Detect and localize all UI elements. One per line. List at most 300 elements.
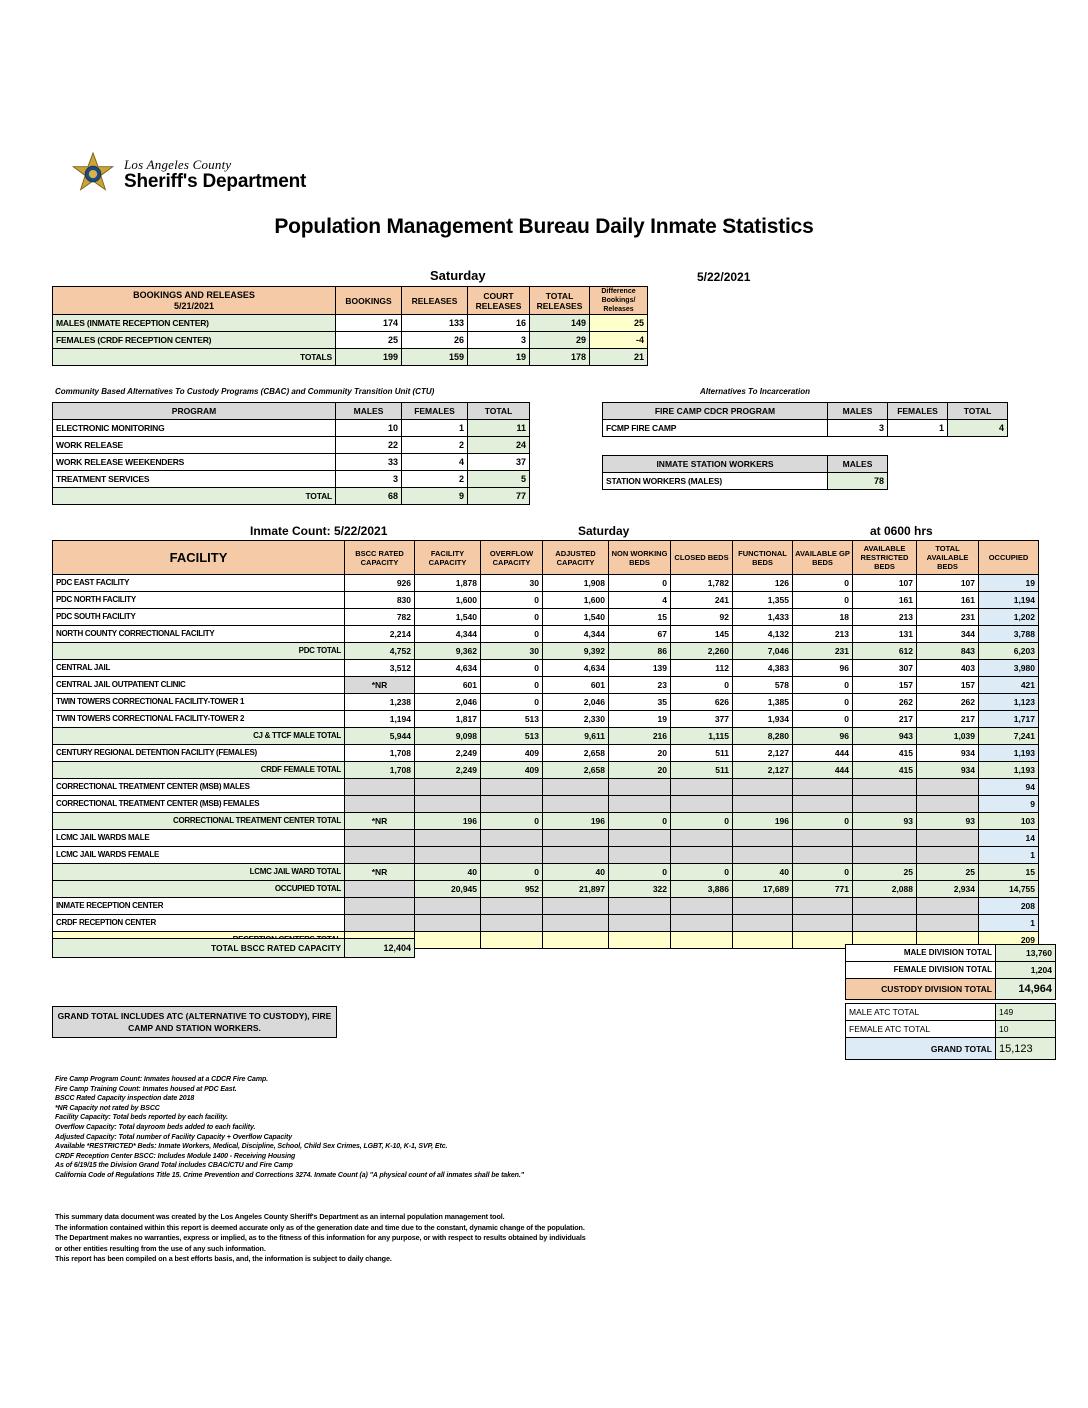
cell: 344 — [917, 626, 979, 643]
cell: 1,540 — [543, 609, 609, 626]
cell — [853, 847, 917, 864]
cell: 107 — [917, 575, 979, 592]
cell — [733, 796, 793, 813]
table-row — [53, 575, 1039, 592]
cell — [481, 915, 543, 932]
cell: 7,241 — [979, 728, 1039, 745]
facility-col-facility-capacity: FACILITY CAPACITY — [415, 541, 481, 575]
inmate-count-day: Saturday — [578, 524, 630, 538]
disclaimer-line: The Department makes no warranties, express or implied, as to the fitness of this information for any purpose, or with respect to results obtained by individuals — [55, 1233, 586, 1242]
cell — [671, 830, 733, 847]
table-row — [53, 915, 1039, 932]
facility-name-cell: CRDF RECEPTION CENTER — [53, 915, 345, 932]
cell: 145 — [671, 626, 733, 643]
facility-name-cell: CENTRAL JAIL — [53, 660, 345, 677]
facility-name-cell: OCCUPIED TOTAL — [53, 881, 345, 898]
cell: 0 — [609, 575, 671, 592]
cell: 7,046 — [733, 643, 793, 660]
cell: WORK RELEASE WEEKENDERS — [53, 454, 336, 471]
female-atc-total-value: 10 — [996, 1021, 1056, 1038]
facility-table-header — [53, 541, 1039, 575]
cell: 0 — [793, 694, 853, 711]
cell: 67 — [609, 626, 671, 643]
cell — [671, 932, 733, 949]
cell: 2,330 — [543, 711, 609, 728]
cell: 1,708 — [345, 762, 415, 779]
cell: 2,088 — [853, 881, 917, 898]
cell — [917, 796, 979, 813]
isw-col-males: MALES — [828, 456, 888, 473]
cell: 771 — [793, 881, 853, 898]
cell: 1,194 — [345, 711, 415, 728]
inmate-count-time: at 0600 hrs — [870, 524, 933, 538]
table-row — [53, 660, 1039, 677]
cbac-caption: Community Based Alternatives To Custody Programs (CBAC) and Community Transition Unit (CTU) — [55, 387, 435, 396]
cell: 24 — [468, 437, 530, 454]
cell: 1 — [979, 915, 1039, 932]
cell: 26 — [402, 332, 468, 349]
agency-logo — [70, 152, 306, 198]
cell: 149 — [530, 315, 590, 332]
cell: 0 — [671, 813, 733, 830]
facility-name-cell: PDC NORTH FACILITY — [53, 592, 345, 609]
cell — [609, 898, 671, 915]
cell — [481, 847, 543, 864]
cell — [415, 932, 481, 949]
facility-name-cell: CORRECTIONAL TREATMENT CENTER (MSB) MALES — [53, 779, 345, 796]
cell: 21 — [590, 349, 648, 366]
cell — [415, 779, 481, 796]
cell: 78 — [828, 473, 888, 490]
cell: 4,634 — [543, 660, 609, 677]
cell: -4 — [590, 332, 648, 349]
cell — [345, 796, 415, 813]
table-row — [53, 864, 1039, 881]
footnote-line: California Code of Regulations Title 15. Crime Prevention and Corrections 3274. Inmate Count (a) "A physical count of all inmates shall be taken." — [55, 1171, 524, 1179]
cell: 2,658 — [543, 762, 609, 779]
facility-name-cell: NORTH COUNTY CORRECTIONAL FACILITY — [53, 626, 345, 643]
cell: 4,344 — [543, 626, 609, 643]
cell: 196 — [415, 813, 481, 830]
cell — [609, 847, 671, 864]
cell: 0 — [481, 677, 543, 694]
firecamp-col-males: MALES — [828, 403, 888, 420]
cell: 0 — [481, 694, 543, 711]
bookings-col-court-releases: COURT RELEASES — [468, 287, 530, 315]
female-atc-total-label: FEMALE ATC TOTAL — [846, 1021, 996, 1038]
cell: 208 — [979, 898, 1039, 915]
cell — [793, 932, 853, 949]
cell — [793, 915, 853, 932]
table-row — [53, 779, 1039, 796]
cell: 30 — [481, 643, 543, 660]
cell: 830 — [345, 592, 415, 609]
cell: 5,944 — [345, 728, 415, 745]
cell: 40 — [543, 864, 609, 881]
cbac-col-program: PROGRAM — [53, 403, 336, 420]
cell: 14,755 — [979, 881, 1039, 898]
facility-col-functional: FUNCTIONAL BEDS — [733, 541, 793, 575]
cell: 2,046 — [543, 694, 609, 711]
facility-col-total-available: TOTAL AVAILABLE BEDS — [917, 541, 979, 575]
cell: 217 — [853, 711, 917, 728]
cell: 9,362 — [415, 643, 481, 660]
cell: 16 — [468, 315, 530, 332]
cell — [917, 830, 979, 847]
custody-division-total-label: CUSTODY DIVISION TOTAL — [846, 979, 996, 1000]
cell: 0 — [793, 711, 853, 728]
cell: 6,203 — [979, 643, 1039, 660]
bookings-day: Saturday — [430, 268, 486, 283]
cell: *NR — [345, 677, 415, 694]
cell: 3 — [828, 420, 888, 437]
table-row — [846, 945, 1056, 962]
cell: 415 — [853, 745, 917, 762]
table-row — [53, 813, 1039, 830]
cell: 20,945 — [415, 881, 481, 898]
cell: 934 — [917, 762, 979, 779]
facility-col-bscc: BSCC RATED CAPACITY — [345, 541, 415, 575]
table-row — [53, 332, 648, 349]
table-row — [53, 437, 530, 454]
cell: 511 — [671, 762, 733, 779]
cell: 4,132 — [733, 626, 793, 643]
firecamp-col-total: TOTAL — [948, 403, 1008, 420]
disclaimer-line: This report has been compiled on a best efforts basis, and, the information is subject to daily change. — [55, 1254, 392, 1263]
table-row — [53, 592, 1039, 609]
cell: ELECTRONIC MONITORING — [53, 420, 336, 437]
cell: 1,433 — [733, 609, 793, 626]
cell: 9 — [979, 796, 1039, 813]
bookings-title: BOOKINGS AND RELEASES 5/21/2021 — [53, 287, 336, 315]
cell — [345, 881, 415, 898]
cell: 10 — [336, 420, 402, 437]
cell: 1,193 — [979, 762, 1039, 779]
table-row — [53, 711, 1039, 728]
cell: 1,355 — [733, 592, 793, 609]
cell: 1,878 — [415, 575, 481, 592]
male-division-total-value: 13,760 — [996, 945, 1056, 962]
table-row — [53, 471, 530, 488]
cell: 262 — [917, 694, 979, 711]
facility-name-cell: INMATE RECEPTION CENTER — [53, 898, 345, 915]
bookings-col-difference: Difference Bookings/ Releases — [590, 287, 648, 315]
cell: 0 — [481, 592, 543, 609]
facility-name-cell: CENTURY REGIONAL DETENTION FACILITY (FEMALES) — [53, 745, 345, 762]
female-division-total-value: 1,204 — [996, 962, 1056, 979]
cell: 25 — [336, 332, 402, 349]
cell: 231 — [917, 609, 979, 626]
cell: *NR — [345, 864, 415, 881]
cell — [543, 915, 609, 932]
cell: 578 — [733, 677, 793, 694]
cell — [345, 779, 415, 796]
cell: 2,127 — [733, 745, 793, 762]
cell: 3,980 — [979, 660, 1039, 677]
cell — [543, 847, 609, 864]
facility-name-cell: CORRECTIONAL TREATMENT CENTER (MSB) FEMALES — [53, 796, 345, 813]
bookings-col-total-releases: TOTAL RELEASES — [530, 287, 590, 315]
cell: 421 — [979, 677, 1039, 694]
cell: 93 — [853, 813, 917, 830]
cell: 2,214 — [345, 626, 415, 643]
division-totals-table — [845, 944, 1056, 1000]
facility-col-available-gp: AVAILABLE GP BEDS — [793, 541, 853, 575]
facility-col-adjusted: ADJUSTED CAPACITY — [543, 541, 609, 575]
male-atc-total-label: MALE ATC TOTAL — [846, 1004, 996, 1021]
cell — [733, 898, 793, 915]
cell: 103 — [979, 813, 1039, 830]
cell: 68 — [336, 488, 402, 505]
footnote-line: As of 6/19/15 the Division Grand Total includes CBAC/CTU and Fire Camp — [55, 1162, 293, 1170]
facility-name-cell: LCMC JAIL WARD TOTAL — [53, 864, 345, 881]
alternatives-caption: Alternatives To Incarceration — [700, 387, 810, 396]
cell: 19 — [979, 575, 1039, 592]
cell: 157 — [853, 677, 917, 694]
cell: 2,260 — [671, 643, 733, 660]
cell: 1,202 — [979, 609, 1039, 626]
cell: 601 — [543, 677, 609, 694]
cell: 4,752 — [345, 643, 415, 660]
cell — [543, 932, 609, 949]
station-workers-table — [602, 455, 888, 490]
disclaimer — [55, 1212, 586, 1265]
cell: 513 — [481, 711, 543, 728]
footnote-line: Fire Camp Training Count: Inmates housed at PDC East. — [55, 1085, 237, 1093]
cell: 3 — [468, 332, 530, 349]
cell: 92 — [671, 609, 733, 626]
cell: 3,886 — [671, 881, 733, 898]
cell: 40 — [733, 864, 793, 881]
cell: 1,600 — [415, 592, 481, 609]
cell: 196 — [543, 813, 609, 830]
footnote-line: Overflow Capacity: Total dayroom beds added to each facility. — [55, 1123, 256, 1131]
cell: 96 — [793, 660, 853, 677]
cell: 216 — [609, 728, 671, 745]
page-title: Population Management Bureau Daily Inmate Statistics — [274, 215, 814, 238]
table-row — [53, 796, 1039, 813]
sheriff-star-icon — [70, 152, 116, 198]
cell — [345, 915, 415, 932]
table-row — [53, 315, 648, 332]
cell — [917, 847, 979, 864]
table-row — [53, 420, 530, 437]
cell — [793, 779, 853, 796]
footnote-line: BSCC Rated Capacity inspection date 2018 — [55, 1095, 195, 1103]
bookings-date: 5/22/2021 — [697, 270, 751, 284]
cell — [733, 932, 793, 949]
table-row — [846, 979, 1056, 1000]
agency-name: Sheriff's Department — [124, 170, 307, 192]
cell: 626 — [671, 694, 733, 711]
cell: 77 — [468, 488, 530, 505]
facility-name-cell: PDC SOUTH FACILITY — [53, 609, 345, 626]
cell: 444 — [793, 745, 853, 762]
footnote-line: *NR Capacity not rated by BSCC — [55, 1104, 160, 1112]
cell: 107 — [853, 575, 917, 592]
cell: 322 — [609, 881, 671, 898]
table-row — [53, 626, 1039, 643]
cell: 1,238 — [345, 694, 415, 711]
cell: 126 — [733, 575, 793, 592]
cell: 23 — [609, 677, 671, 694]
cell: 25 — [590, 315, 648, 332]
male-atc-total-value: 149 — [996, 1004, 1056, 1021]
facility-name-cell: CENTRAL JAIL OUTPATIENT CLINIC — [53, 677, 345, 694]
grand-total-value: 15,123 — [996, 1038, 1056, 1060]
cell: 3,788 — [979, 626, 1039, 643]
cell: 444 — [793, 762, 853, 779]
bookings-row-females-label: FEMALES (CRDF RECEPTION CENTER) — [53, 332, 336, 349]
table-row — [53, 830, 1039, 847]
cell: 9,098 — [415, 728, 481, 745]
cell: 231 — [793, 643, 853, 660]
table-row — [846, 962, 1056, 979]
cell: 409 — [481, 762, 543, 779]
cell: 2,046 — [415, 694, 481, 711]
bscc-total-table — [52, 938, 415, 958]
cell: 19 — [609, 711, 671, 728]
footnotes — [55, 1075, 524, 1181]
cell: 213 — [853, 609, 917, 626]
cell — [543, 796, 609, 813]
table-row — [603, 473, 888, 490]
cell: 0 — [793, 575, 853, 592]
cell: 2,934 — [917, 881, 979, 898]
cell: 2,658 — [543, 745, 609, 762]
cell: 1,908 — [543, 575, 609, 592]
disclaimer-line: This summary data document was created by the Los Angeles County Sheriff's Department as an internal population management tool. — [55, 1212, 505, 1221]
cell: 2,249 — [415, 745, 481, 762]
cell: 1,540 — [415, 609, 481, 626]
cell: 174 — [336, 315, 402, 332]
cell — [481, 796, 543, 813]
custody-division-total-value: 14,964 — [996, 979, 1056, 1000]
facility-table — [52, 540, 1039, 949]
cell: 952 — [481, 881, 543, 898]
cell: 20 — [609, 762, 671, 779]
grand-total-label: GRAND TOTAL — [846, 1038, 996, 1060]
cell — [609, 932, 671, 949]
cell: 3,512 — [345, 660, 415, 677]
table-row — [53, 728, 1039, 745]
cell: 4 — [609, 592, 671, 609]
cell: 0 — [481, 660, 543, 677]
cell: 161 — [853, 592, 917, 609]
agency-county: Los Angeles County — [124, 157, 232, 173]
table-row — [846, 1021, 1056, 1038]
cell: 19 — [468, 349, 530, 366]
bookings-row-males-label: MALES (INMATE RECEPTION CENTER) — [53, 315, 336, 332]
cell: 9,392 — [543, 643, 609, 660]
cell: 1,717 — [979, 711, 1039, 728]
cell: 96 — [793, 728, 853, 745]
cell — [609, 796, 671, 813]
cell — [345, 830, 415, 847]
isw-title: INMATE STATION WORKERS — [603, 456, 828, 473]
cell: 4,344 — [415, 626, 481, 643]
cell: 209 — [979, 932, 1039, 949]
cell: 1,039 — [917, 728, 979, 745]
cell: 1,123 — [979, 694, 1039, 711]
cell: 213 — [793, 626, 853, 643]
cell: 9 — [402, 488, 468, 505]
cell — [415, 915, 481, 932]
cell: 37 — [468, 454, 530, 471]
cbac-col-males: MALES — [336, 403, 402, 420]
cell: 0 — [793, 864, 853, 881]
cell — [543, 830, 609, 847]
cell — [481, 898, 543, 915]
cell: 409 — [481, 745, 543, 762]
cell: 3 — [336, 471, 402, 488]
table-row — [846, 1038, 1056, 1060]
cell: STATION WORKERS (MALES) — [603, 473, 828, 490]
firecamp-title: FIRE CAMP CDCR PROGRAM — [603, 403, 828, 420]
cell: 1,782 — [671, 575, 733, 592]
footnote-line: CRDF Reception Center BSCC: Includes Module 1400 - Receiving Housing — [55, 1152, 296, 1160]
bookings-row-totals-label: TOTALS — [53, 349, 336, 366]
cell — [415, 830, 481, 847]
facility-col-nonworking: NON WORKING BEDS — [609, 541, 671, 575]
cell: 35 — [609, 694, 671, 711]
cell: 1,817 — [415, 711, 481, 728]
cell: 199 — [336, 349, 402, 366]
cell — [671, 915, 733, 932]
cell: 40 — [415, 864, 481, 881]
table-row — [53, 745, 1039, 762]
disclaimer-line: or other entities resulting from the use of any such information. — [55, 1243, 266, 1253]
cell: 196 — [733, 813, 793, 830]
cell: 926 — [345, 575, 415, 592]
cell: 0 — [481, 609, 543, 626]
cell: 0 — [793, 813, 853, 830]
cell: 17,689 — [733, 881, 793, 898]
cell — [733, 915, 793, 932]
cell — [733, 779, 793, 796]
cell: 2,249 — [415, 762, 481, 779]
atc-totals-table — [845, 1003, 1056, 1060]
cell: 9,611 — [543, 728, 609, 745]
cell: 0 — [609, 864, 671, 881]
cell — [543, 779, 609, 796]
cell: 8,280 — [733, 728, 793, 745]
cell: 0 — [793, 592, 853, 609]
cell: 415 — [853, 762, 917, 779]
cell: 1,193 — [979, 745, 1039, 762]
cell: 22 — [336, 437, 402, 454]
cell: 843 — [917, 643, 979, 660]
cell: 1,708 — [345, 745, 415, 762]
cell: 1,194 — [979, 592, 1039, 609]
cell: 4,634 — [415, 660, 481, 677]
cell: 139 — [609, 660, 671, 677]
cell: 15 — [979, 864, 1039, 881]
facility-name-cell: PDC EAST FACILITY — [53, 575, 345, 592]
facility-name-cell: TWIN TOWERS CORRECTIONAL FACILITY-TOWER 1 — [53, 694, 345, 711]
cell — [345, 847, 415, 864]
cell: 14 — [979, 830, 1039, 847]
cell — [415, 847, 481, 864]
male-division-total-label: MALE DIVISION TOTAL — [846, 945, 996, 962]
cell: 21,897 — [543, 881, 609, 898]
cell: TOTAL — [53, 488, 336, 505]
table-row — [53, 694, 1039, 711]
cell: 15 — [609, 609, 671, 626]
cell: 934 — [917, 745, 979, 762]
grand-total-note: GRAND TOTAL INCLUDES ATC (ALTERNATIVE TO CUSTODY), FIRE CAMP AND STATION WORKERS. — [52, 1006, 337, 1038]
cell — [853, 796, 917, 813]
